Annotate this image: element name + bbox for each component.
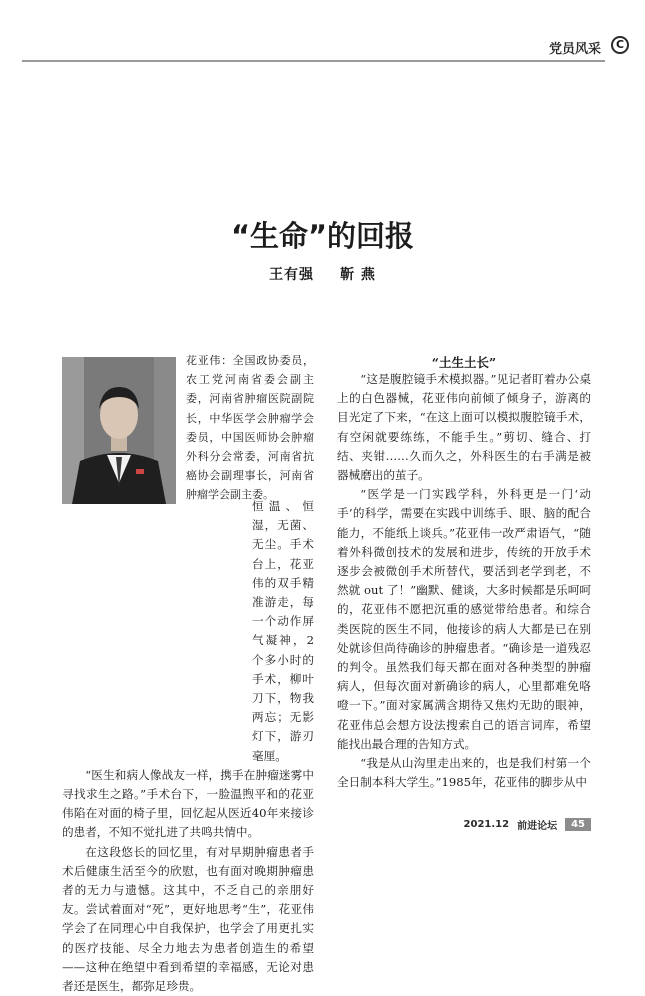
section-title: 党员风采 [548, 42, 601, 57]
paragraph: 在这段悠长的回忆里，有对早期肿瘤患者手术后健康生活至今的欣慰，也有面对晚期肿瘤患者的无力与遗憾。这其中，不乏自己的亲朋好友。尝试着面对“死”，更好地思考“生”，花亚伟学会了在同理心中自我保护，也学会了用更扎实的医疗技能、尽全力地去为患者创造生的希望——这种在绝望中看到希望的幸福感，无论对患者还是医生，都弥足珍贵。 [62, 844, 314, 994]
article-title: “生命”的回报 [230, 219, 415, 253]
paragraph: 恒温、恒湿，无菌、无尘。手术台上，花亚伟的双手精准游走，每一个动作屏气凝神，2个多小时的手术，柳叶刀下，物我两忘；无影灯下，游刃毫厘。 [252, 499, 314, 763]
header-rule [22, 60, 605, 62]
author-2: 靳 燕 [340, 267, 376, 283]
right-column [337, 370, 591, 792]
byline [0, 264, 645, 284]
paragraph: “医学是一门实践学科，外科更是一门‘动手’的科学，需要在实践中训练手、眼、脑的配合能力，不能纸上谈兵。”花亚伟一改严肃语气，“随着外科微创技术的发展和进步，传统的开放手术逐步会被微创手术所替代，要活到老学到老，不然就 out 了！”幽默、健谈，大多时候都是乐呵呵的，花亚伟不愿把沉重的感觉带给患者。和综合类医院的医生不同，他接诊的病人大都是已在别处就诊但尚待确诊的肿瘤患者。“确诊是一道残忍的判令。虽然我们每天都在面对各种类型的肿瘤病人，但每次面对新确诊的病人，心里都难免咯噔一下。”面对家属满含期待又焦灼无助的眼神，花亚伟总会想方设法搜索自己的语言词库，希望能找出最合理的告知方式。 [337, 487, 591, 751]
page-number: 45 [565, 818, 591, 831]
left-column [62, 497, 314, 996]
author-bio: 花亚伟：全国政协委员，农工党河南省委会副主委，河南省肿瘤医院副院长，中华医学会肿瘤学会委员，中国医师协会肿瘤外科分会常委，河南省抗癌协会副理事长，河南省肿瘤学会副主委。 [186, 354, 314, 502]
paragraph: “这是腹腔镜手术模拟器。”见记者盯着办公桌上的白色器械，花亚伟向前倾了倾身子，游离的目光定了下来，“在这上面可以模拟腹腔镜手术，有空闲就要练练，不能手生。”剪切、缝合、打结、夹钳……久而久之，外科医生的右手满是被器械磨出的茧子。 [337, 372, 591, 483]
section-subheading: “土生土长” [431, 355, 497, 370]
author-1: 王有强 [269, 267, 315, 283]
issue-date: 2021.12 [463, 818, 510, 830]
paragraph: “医生和病人像战友一样，携手在肿瘤迷雾中寻找求生之路。”手术台下，一脸温煦平和的花亚伟陷在对面的椅子里，回忆起从医近40年来接诊的患者，不知不觉扎进了共鸣共情中。 [62, 767, 314, 840]
paragraph: “我是从山沟里走出来的，也是我们村第一个全日制本科大学生。”1985年，花亚伟的脚步从中 [337, 756, 591, 790]
portrait-photo [62, 357, 176, 504]
journal-name: 前进论坛 [517, 820, 558, 832]
portrait-illustration [62, 357, 176, 504]
page-footer [464, 816, 591, 832]
page-header [0, 0, 645, 62]
circle-c-logo-icon: C [611, 36, 629, 54]
